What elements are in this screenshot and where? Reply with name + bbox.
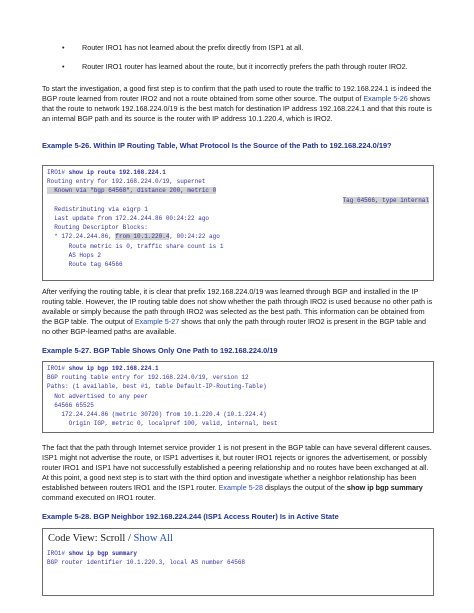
example-5-26-link[interactable]: Example 5-26: [363, 94, 408, 103]
code-line: Route metric is 0, traffic share count is 1: [47, 242, 224, 250]
code-block-ip-route: [42, 165, 434, 281]
code-line: [47, 196, 429, 205]
code-line: [47, 549, 429, 558]
prompt: IRO1#: [47, 169, 69, 176]
code-view-label: Code View:: [48, 533, 98, 544]
show-all-link[interactable]: Show All: [133, 533, 173, 544]
example-5-28-link[interactable]: Example 5-28: [218, 483, 263, 492]
code-line: Origin IGP, metric 0, localpref 100, valid, internal, best: [47, 420, 278, 428]
code-view-box: [42, 528, 434, 596]
code-block-bgp-summary: [47, 549, 429, 567]
bullet-text: Router IRO1 has not learned about the prefix directly from ISP1 at all.: [82, 43, 304, 52]
code-line: Routing Descriptor Blocks:: [47, 224, 148, 232]
code-line: Redistributing via eigrp 1: [47, 205, 148, 213]
code-line: Last update from 172.24.244.86 00:24:22 ago: [47, 214, 210, 222]
paragraph-verification: [42, 287, 434, 337]
paragraph-text: shows that only the path through router IRO2 is present in the BGP table and no other BGP-learned paths are available.: [42, 317, 426, 336]
code-line: Paths: (1 available, best #1, table Default-IP-Routing-Table): [47, 383, 267, 391]
paragraph-isp-causes: [42, 443, 434, 503]
paragraph-investigation: [42, 84, 434, 124]
code-line: [47, 168, 429, 177]
list-item: [62, 43, 432, 53]
code-line: [47, 186, 429, 195]
code-line: [47, 232, 429, 241]
prompt: IRO1#: [47, 550, 69, 557]
paragraph-text: displays the output of the: [262, 483, 347, 492]
bullet-marker: •: [62, 62, 65, 71]
highlighted-text: Tag 64566, type internal: [342, 196, 429, 204]
command: show ip bgp summary: [68, 550, 138, 557]
code-block-bgp-table: [42, 361, 434, 433]
code-line: BGP router identifier 10.1.220.3, local AS number 64568: [47, 559, 246, 567]
command: show ip bgp 192.168.224.1: [68, 365, 159, 372]
code-line: Routing entry for 192.168.224.0/19, supernet: [47, 178, 206, 186]
code-line: 172.24.244.86 (metric 30720) from 10.1.220.4 (10.1.224.4): [47, 410, 267, 418]
paragraph-text: command executed on IRO1 router.: [42, 493, 156, 502]
prompt: IRO1#: [47, 365, 69, 372]
bullet-marker: •: [62, 43, 65, 52]
code-text: , 00:24:22 ago: [169, 233, 220, 241]
scroll-option[interactable]: Scroll: [100, 533, 126, 544]
paragraph-text: shows that the route to network 192.168.224.0/19 is the best match for destination IP address 192.168.224.1 and that this route is an internal BGP path and its source is the router with IP address 10.1.220.4, which is IRO2.: [42, 94, 432, 123]
example-5-27-heading: Example 5-27. BGP Table Shows Only One Path to 192.168.224.0/19: [42, 346, 278, 355]
command-name: show ip bgp summary: [346, 483, 423, 492]
example-5-28-heading: Example 5-28. BGP Neighbor 192.168.224.244 (ISP1 Access Router) Is in Active State: [42, 512, 339, 521]
code-line: BGP routing table entry for 192.168.224.0/19, version 12: [47, 374, 249, 382]
paragraph-text: The fact that the path through Internet service provider 1 is not present in the BGP table can have several different causes. ISP1 might not advertise the route, or ISP1 advertises it, but router IRO1 rejects or ignores the advertisement, or possibly router IRO1 and ISP1 have not successfully established a peering relationship and no routes have been exchanged at all. At this point, a good next step is to start with the third option and investigate whether a neighbor relationship has been established between routers IRO1 and the ISP1 router.: [42, 443, 432, 492]
paragraph-text: After verifying the routing table, it is clear that prefix 192.168.224.0/19 was learned through BGP and installed in the IP routing table. However, the IP routing table does not show whether the path through IRO2 is used because no other path is available or simply because the path through IRO2 was selected as the best path. This information can be obtained from the BGP table. The output of: [42, 287, 433, 326]
code-line: 64566 65525: [47, 401, 94, 409]
code-line: Not advertised to any peer: [47, 392, 148, 400]
bullet-text: Router IRO1 router has learned about the route, but it incorrectly prefers the path through router IRO2.: [82, 62, 408, 71]
list-item: [62, 62, 432, 72]
code-line: [47, 364, 429, 373]
highlighted-text: Known via "bgp 64568", distance 200, metric 0: [47, 187, 217, 195]
code-line: Route tag 64566: [47, 260, 123, 268]
separator: /: [125, 533, 134, 544]
example-5-27-link[interactable]: Example 5-27: [134, 317, 180, 326]
code-text: * 172.24.244.86,: [47, 233, 116, 241]
highlighted-text: from 10.1.220.4: [115, 233, 170, 241]
command: show ip route 192.168.224.1: [68, 169, 166, 176]
paragraph-text: To start the investigation, a good first step is to confirm that the path used to route the traffic to 192.168.224.1 is indeed the BGP route learned from router IRO2 and not a route obtained from some other source. The output of: [42, 84, 432, 103]
code-line: AS Hops 2: [47, 251, 102, 259]
code-view-title: [48, 533, 173, 544]
bullet-list: [62, 43, 432, 81]
example-5-26-heading: Example 5-26. Within IP Routing Table, What Protocol Is the Source of the Path to 192.168.224.0/19?: [42, 141, 392, 150]
